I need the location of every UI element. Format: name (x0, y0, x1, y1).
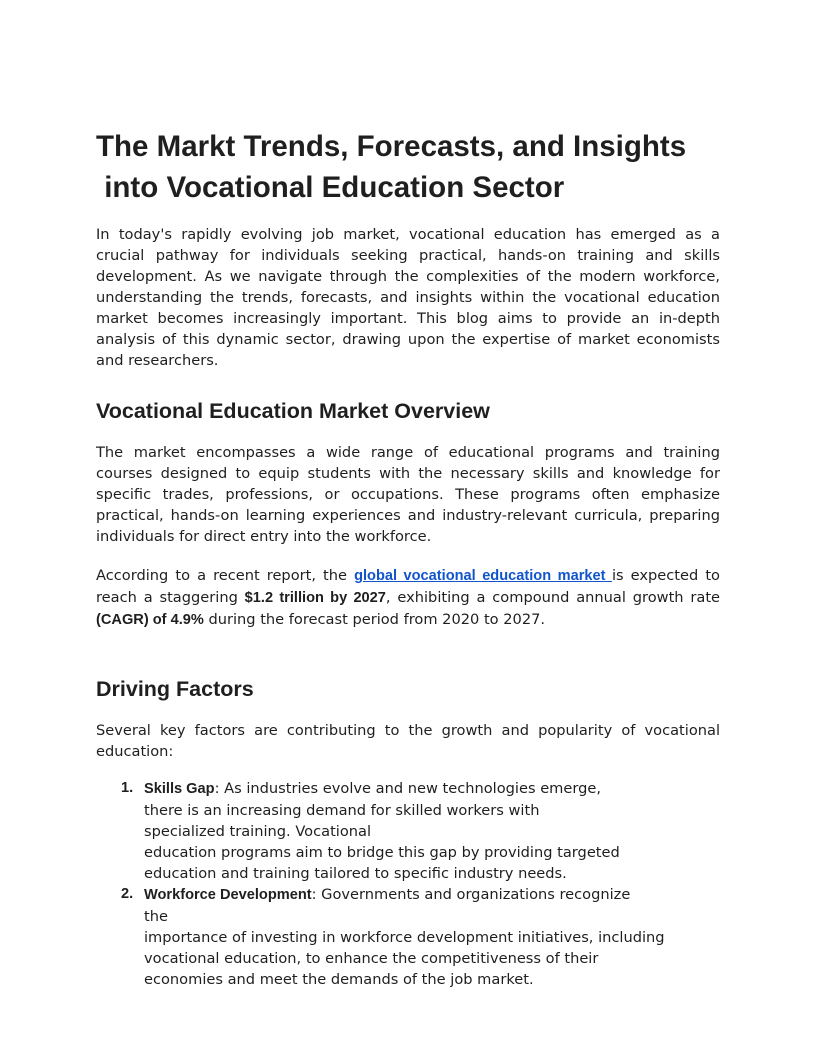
list-line: education programs aim to bridge this gap by providing targeted (144, 844, 620, 861)
list-line: economies and meet the demands of the job market. (144, 971, 534, 988)
list-line: there is an increasing demand for skilled workers with (144, 802, 540, 819)
page-title-line-1: The Markt Trends, Forecasts, and Insights (96, 130, 687, 163)
list-number: 1. (121, 780, 134, 796)
page-title-line-2: into Vocational Education Sector (96, 171, 565, 204)
list-line: education and training tailored to specific industry needs. (144, 865, 567, 882)
driving-factors-heading: Driving Factors (96, 677, 254, 701)
list-line (144, 884, 736, 906)
report-text-1: According to a recent report, the (96, 567, 355, 584)
driving-factors-list (96, 778, 736, 990)
market-report-paragraph (96, 565, 720, 631)
overview-paragraph: The market encompasses a wide range of educational programs and training courses designed to equip students with the necessary skills and knowledge for specific trades, professions, or occupations. These programs often emphasize practical, hands-on learning experiences and industry-relevant curricula, preparing individuals for direct entry into the workforce. (96, 444, 720, 545)
intro-paragraph: In today's rapidly evolving job market, vocational education has emerged as a crucial pathway for individuals seeking practical, hands-on training and skills development. As we navigate through the complexities of the modern workforce, understanding the trends, forecasts, and insights within the vocational education market becomes increasingly important. This blog aims to provide an in-depth analysis of this dynamic sector, drawing upon the expertise of market economists and researchers. (96, 226, 720, 369)
list-line: vocational education, to enhance the competitiveness of their (144, 950, 599, 967)
list-line: specialized training. Vocational (144, 823, 372, 840)
report-text-3: , exhibiting a compound annual growth rate (385, 589, 721, 606)
market-value: $1.2 trillion by 2027 (244, 590, 386, 606)
list-text: : As industries evolve and new technologies emerge, (214, 780, 601, 797)
cagr-value: (CAGR) of 4.9% (96, 612, 204, 628)
list-item-skills-gap (96, 778, 736, 884)
list-number: 2. (121, 886, 134, 902)
report-text-2: is expected to reach a staggering (96, 567, 720, 606)
list-text: : Governments and organizations recognize (311, 886, 631, 903)
list-line (144, 778, 736, 800)
list-line: importance of investing in workforce development initiatives, including (144, 929, 665, 946)
page-title (96, 126, 736, 208)
list-term: Workforce Development (144, 887, 312, 903)
global-market-link[interactable]: global vocational education market (354, 568, 612, 584)
overview-heading: Vocational Education Market Overview (96, 399, 490, 423)
list-term: Skills Gap (144, 781, 215, 797)
list-line: the (144, 908, 168, 925)
list-item-workforce-development (96, 884, 736, 990)
driving-factors-intro: Several key factors are contributing to the growth and popularity of vocational education: (96, 722, 720, 760)
report-text-4: during the forecast period from 2020 to 2027. (203, 611, 546, 628)
